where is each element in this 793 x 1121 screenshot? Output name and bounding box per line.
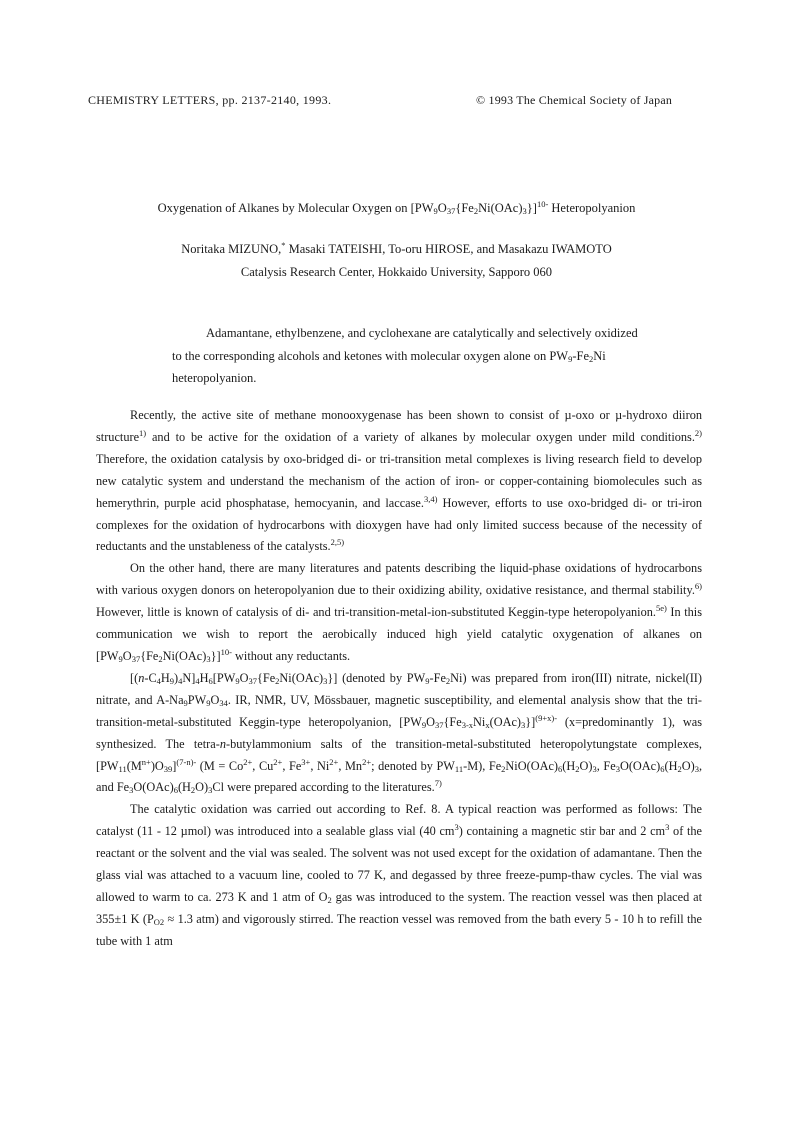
reference-marker: 5e)	[655, 603, 667, 614]
author-affiliation: Catalysis Research Center, Hokkaido University, Sapporo 060	[240, 265, 553, 279]
reference-marker: 6)	[694, 581, 702, 592]
reference-marker: 2,5)	[330, 537, 345, 548]
paragraph-background: On the other hand, there are many literatures and patents describing the liquid-phase oxidations of hydrocarbons with various oxygen donors on heteropolyanion due to their oxidizing ability, oxidative resistance, and thermal stability.$^{6)}$ However, little is known of catalysis of di- and tri-transition-metal-ion-substituted Keggin-type heteropolyanion.$^{5e)}$ In this communication we wish to report the aerobically induced high yield catalytic oxygenation of alkanes on $[PW_9O_{37}\{Fe_2Ni(OAc)_3\}]^{10-}$ without any reductants.	[96, 561, 702, 664]
journal-citation: CHEMISTRY LETTERS, pp. 2137-2140, 1993.	[88, 93, 332, 107]
paper-title: Oxygenation of Alkanes by Molecular Oxygen on $[PW_9O_{37}\{Fe_2Ni(OAc)_3\}]^{10-}$ Heteropolyanion	[157, 199, 636, 216]
body-text	[96, 405, 702, 953]
reference-marker: 1)	[139, 427, 147, 438]
copyright-notice: © 1993 The Chemical Society of Japan	[476, 93, 673, 107]
abstract: Adamantane, ethylbenzene, and cyclohexane are catalytically and selectively oxidized to the corresponding alcohols and ketones with molecular oxygen alone on $PW_9-Fe_2Ni$ heteropolyanion.	[172, 326, 638, 385]
reference-marker: 2)	[694, 427, 702, 438]
reference-marker: 7)	[434, 778, 442, 789]
reference-marker: 3,4)	[423, 493, 438, 504]
paragraph-synthesis: $[(n-C_4H_9)_4N]_4H_6[PW_9O_{37}\{Fe_2Ni(OAc)_3\}]$ (denoted by $PW_9-Fe_2Ni$) was prepared from iron(III) nitrate, nickel(II) nitrate, and $A-Na_9PW_9O_{34}$. IR, NMR, UV, Mössbauer, magnetic susceptibility, and elemental analysis show that the tri-transition-metal-substituted Keggin-type heteropolyanion, $[PW_9O_{37}\{Fe_{3-x}Ni_x(OAc)_3\}]^{(9+x)-}$ (x=predominantly 1), was synthesized. The tetra-n-butylammonium salts of the transition-metal-substituted heteropolytungstate complexes, $[PW_{11}(M^{n+})O_{39}]^{(7-n)-}$ ($M = Co^{2+}$, $Cu^{2+}$, $Fe^{3+}$, $Ni^{2+}$, $Mn^{2+}$; denoted by $PW_{11}-M$), $Fe_2NiO(OAc)_6(H_2O)_3$, $Fe_3O(OAc)_6(H_2O)_3$, and $Fe_3O(OAc)_6(H_2O)_3Cl$ were prepared according to the literatures.$^{7)}$	[96, 670, 703, 796]
corresponding-author-mark: *	[281, 240, 286, 250]
paragraph-introduction: Recently, the active site of methane monooxygenase has been shown to consist of µ-oxo or µ-hydroxo diiron structure$^{1)}$ and to be active for the oxidation of a variety of alkanes by molecular oxygen under mild conditions.$^{2)}$ Therefore, the oxidation catalysis by oxo-bridged di- or tri-transition metal complexes is living research field to develop new catalytic system and understand the mechanism of the action of iron- or copper-containing biomolecules such as hemerythrin, purple acid phosphatase, hemocyanin, and laccase.$^{3,4)}$ However, efforts to use oxo-bridged di- or tri-iron complexes for the oxidation of hydrocarbons with dioxygen have had only limited success because of the necessity of reductants and the unstableness of the catalysts.$^{2,5)}$	[96, 408, 702, 554]
paragraph-procedure: The catalytic oxidation was carried out according to Ref. 8. A typical reaction was performed as follows: The catalyst (11 - 12 µmol) was introduced into a sealable glass vial (40 $cm^3$) containing a magnetic stir bar and 2 $cm^3$ of the reactant or the solvent and the vial was sealed. The solvent was not used except for the oxidation of adamantane. Then the glass vial was attached to a vacuum line, cooled to 77 K, and degassed by three freeze-pump-thaw cycles. The vial was allowed to warm to ca. 273 K and 1 atm of $O_2$ gas was introduced to the system. The reaction vessel was then placed at 355±1 K ($P_{O2} \approx 1.3$ atm) and vigorously stirred. The reaction vessel was removed from the bath every 5 - 10 h to refill the tube with 1 atm	[96, 802, 702, 948]
author-list: Noritaka MIZUNO,* Masaki TATEISHI, To-oru HIROSE, and Masakazu IWAMOTO	[181, 240, 612, 256]
